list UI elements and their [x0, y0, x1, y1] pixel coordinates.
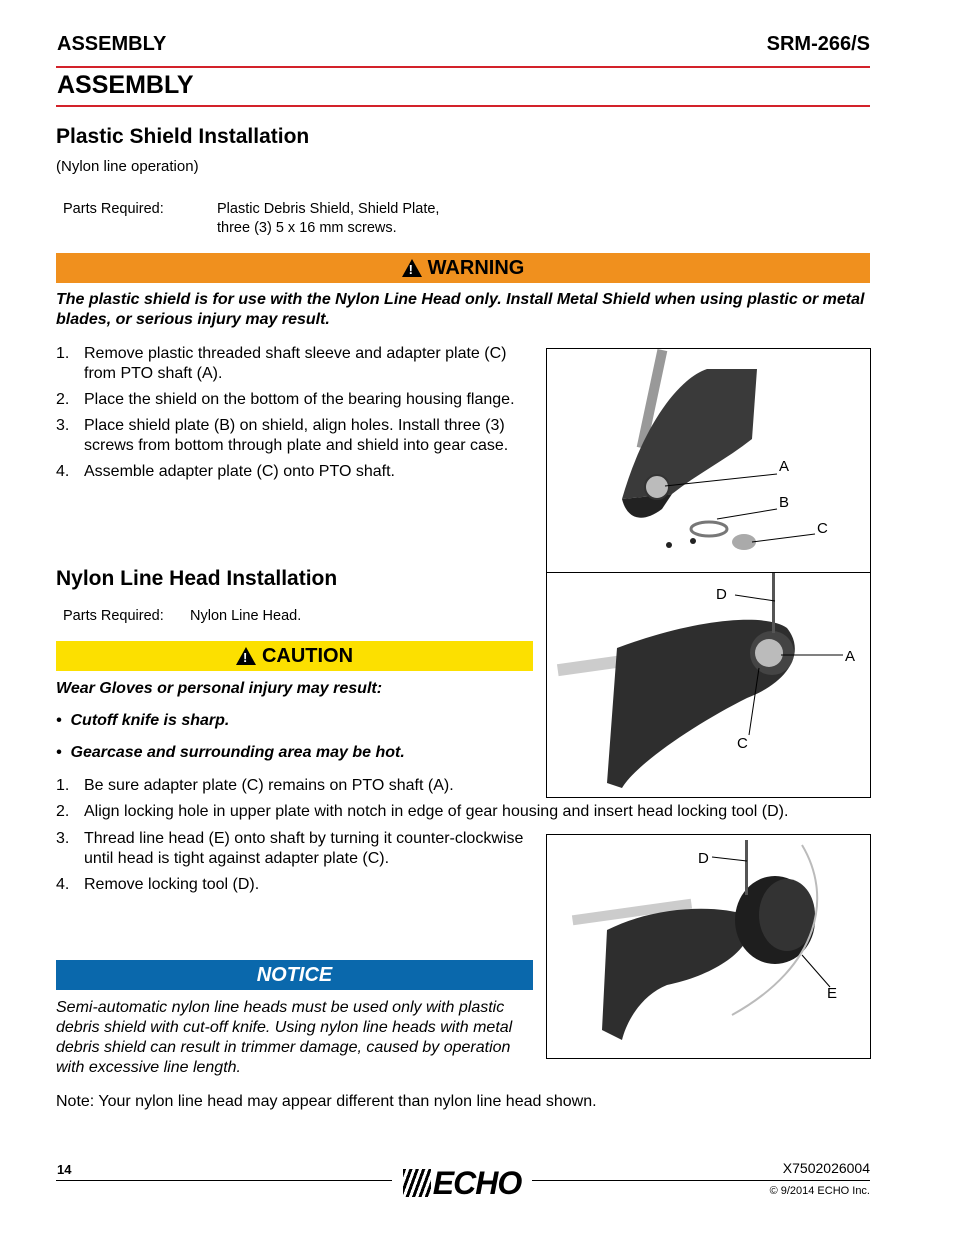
- warning-text: The plastic shield is for use with the Nylon Line Head only. Install Metal Shield when using plastic or metal blades, or serious injury may result.: [56, 291, 865, 328]
- label-e: E: [827, 985, 838, 1002]
- plastic-shield-steps: [56, 344, 540, 488]
- label-d: D: [716, 586, 727, 603]
- line-head-illustration: [547, 835, 870, 1058]
- page-title: ASSEMBLY: [57, 71, 194, 99]
- nylon-parts-value: Nylon Line Head.: [190, 608, 302, 624]
- notice-banner: [56, 960, 533, 990]
- list-item: 1. Be sure adapter plate (C) remains on PTO shaft (A).: [56, 777, 454, 794]
- header-rule: [56, 66, 870, 68]
- warning-icon: [402, 259, 422, 277]
- list-item: 1. Remove plastic threaded shaft sleeve and adapter plate (C) from PTO shaft (A).: [56, 345, 507, 382]
- label-c: C: [817, 520, 828, 537]
- caution-banner: [56, 641, 533, 671]
- notice-label: NOTICE: [256, 963, 333, 986]
- logo-text: ECHO: [432, 1164, 522, 1201]
- label-a: A: [845, 648, 856, 665]
- notice-text: Semi-automatic nylon line heads must be used only with plastic debris shield with cut-off knife. Using nylon line heads with metal debris shield can result in trimmer damage, caused by operation with excessive line length.: [56, 999, 513, 1076]
- plastic-shield-subtitle: (Nylon line operation): [56, 158, 199, 175]
- title-rule: [56, 105, 870, 107]
- logo-stripes-icon: [403, 1169, 431, 1197]
- note-text: Note: Your nylon line head may appear different than nylon line head shown.: [56, 1093, 597, 1110]
- label-d: D: [698, 850, 709, 867]
- list-item: 3. Thread line head (E) onto shaft by turning it counter-clockwise until head is tight against adapter plate (C).: [56, 830, 524, 867]
- warning-banner: [56, 253, 870, 283]
- figure-locking-tool: [546, 572, 871, 798]
- header-model: SRM-266/S: [766, 33, 870, 55]
- echo-logo: [392, 1166, 532, 1200]
- list-item: 4. Remove locking tool (D).: [56, 876, 260, 893]
- parts-required-label: Parts Required:: [63, 201, 164, 217]
- caution-icon: [236, 647, 256, 665]
- figure-shield-install: [546, 348, 871, 573]
- list-item: 4. Assemble adapter plate (C) onto PTO shaft.: [56, 463, 395, 480]
- doc-number: X7502026004: [782, 1160, 870, 1176]
- nylon-head-heading: Nylon Line Head Installation: [56, 567, 338, 590]
- figure-line-head: [546, 834, 871, 1059]
- label-c: C: [737, 735, 748, 752]
- caution-bullet: • Cutoff knife is sharp.: [56, 712, 230, 729]
- list-item: 3. Place shield plate (B) on shield, align holes. Install three (3) screws from bottom through plate and shield into gear case.: [56, 417, 509, 454]
- label-b: B: [779, 494, 790, 511]
- label-a: A: [779, 458, 790, 475]
- list-item: 2. Align locking hole in upper plate with notch in edge of gear housing and insert head locking tool (D).: [56, 803, 789, 820]
- shield-illustration: [547, 349, 870, 572]
- caution-intro: Wear Gloves or personal injury may result:: [56, 680, 383, 697]
- nylon-steps-3-4: [56, 829, 526, 901]
- caution-label: CAUTION: [261, 644, 354, 667]
- nylon-parts-label: Parts Required:: [63, 608, 164, 624]
- page-number: 14: [57, 1162, 72, 1177]
- parts-required-line2: three (3) 5 x 16 mm screws.: [217, 220, 397, 236]
- parts-required-line1: Plastic Debris Shield, Shield Plate,: [217, 201, 440, 217]
- copyright: © 9/2014 ECHO Inc.: [769, 1185, 870, 1197]
- locking-tool-illustration: [547, 573, 870, 797]
- header-section: ASSEMBLY: [57, 33, 167, 55]
- caution-bullet: • Gearcase and surrounding area may be hot.: [56, 744, 405, 761]
- list-item: 2. Place the shield on the bottom of the bearing housing flange.: [56, 391, 515, 408]
- warning-label: WARNING: [427, 256, 525, 279]
- plastic-shield-heading: Plastic Shield Installation: [56, 125, 310, 148]
